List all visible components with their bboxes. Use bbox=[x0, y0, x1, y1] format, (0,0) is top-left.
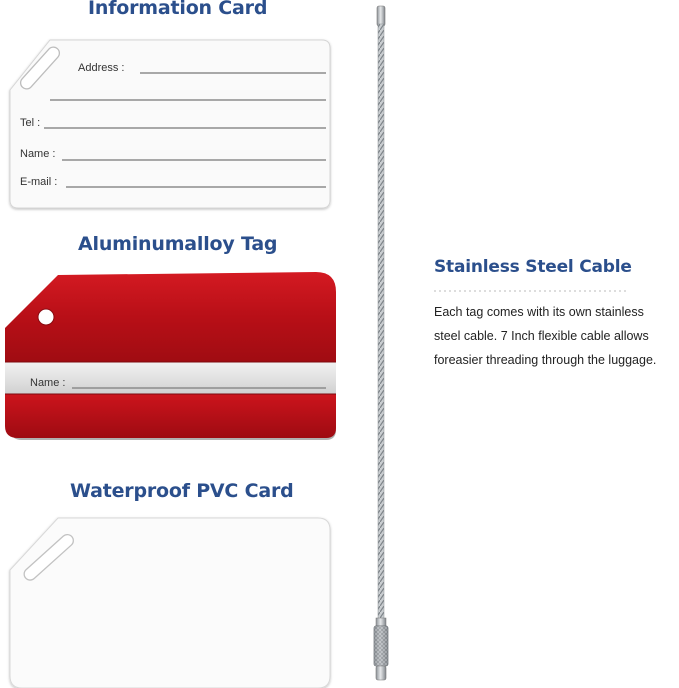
address-label: Address : bbox=[78, 62, 125, 74]
aluminum-tag-heading: Aluminumalloy Tag bbox=[78, 233, 278, 255]
tag-name-label: Name : bbox=[30, 377, 66, 389]
information-card-heading: Information Card bbox=[88, 0, 268, 19]
description-line: steel cable. 7 Inch flexible cable allows bbox=[434, 329, 649, 343]
description-line: foreasier threading through the luggage. bbox=[434, 353, 657, 367]
tel-label: Tel : bbox=[20, 117, 41, 129]
cable-description bbox=[434, 300, 679, 372]
description-line: Each tag comes with its own stainless bbox=[434, 305, 644, 319]
stainless-steel-cable-heading: Stainless Steel Cable bbox=[434, 257, 632, 277]
email-label: E-mail : bbox=[20, 176, 58, 188]
pvc-card-heading: Waterproof PVC Card bbox=[70, 480, 294, 502]
name-label: Name : bbox=[20, 148, 56, 160]
